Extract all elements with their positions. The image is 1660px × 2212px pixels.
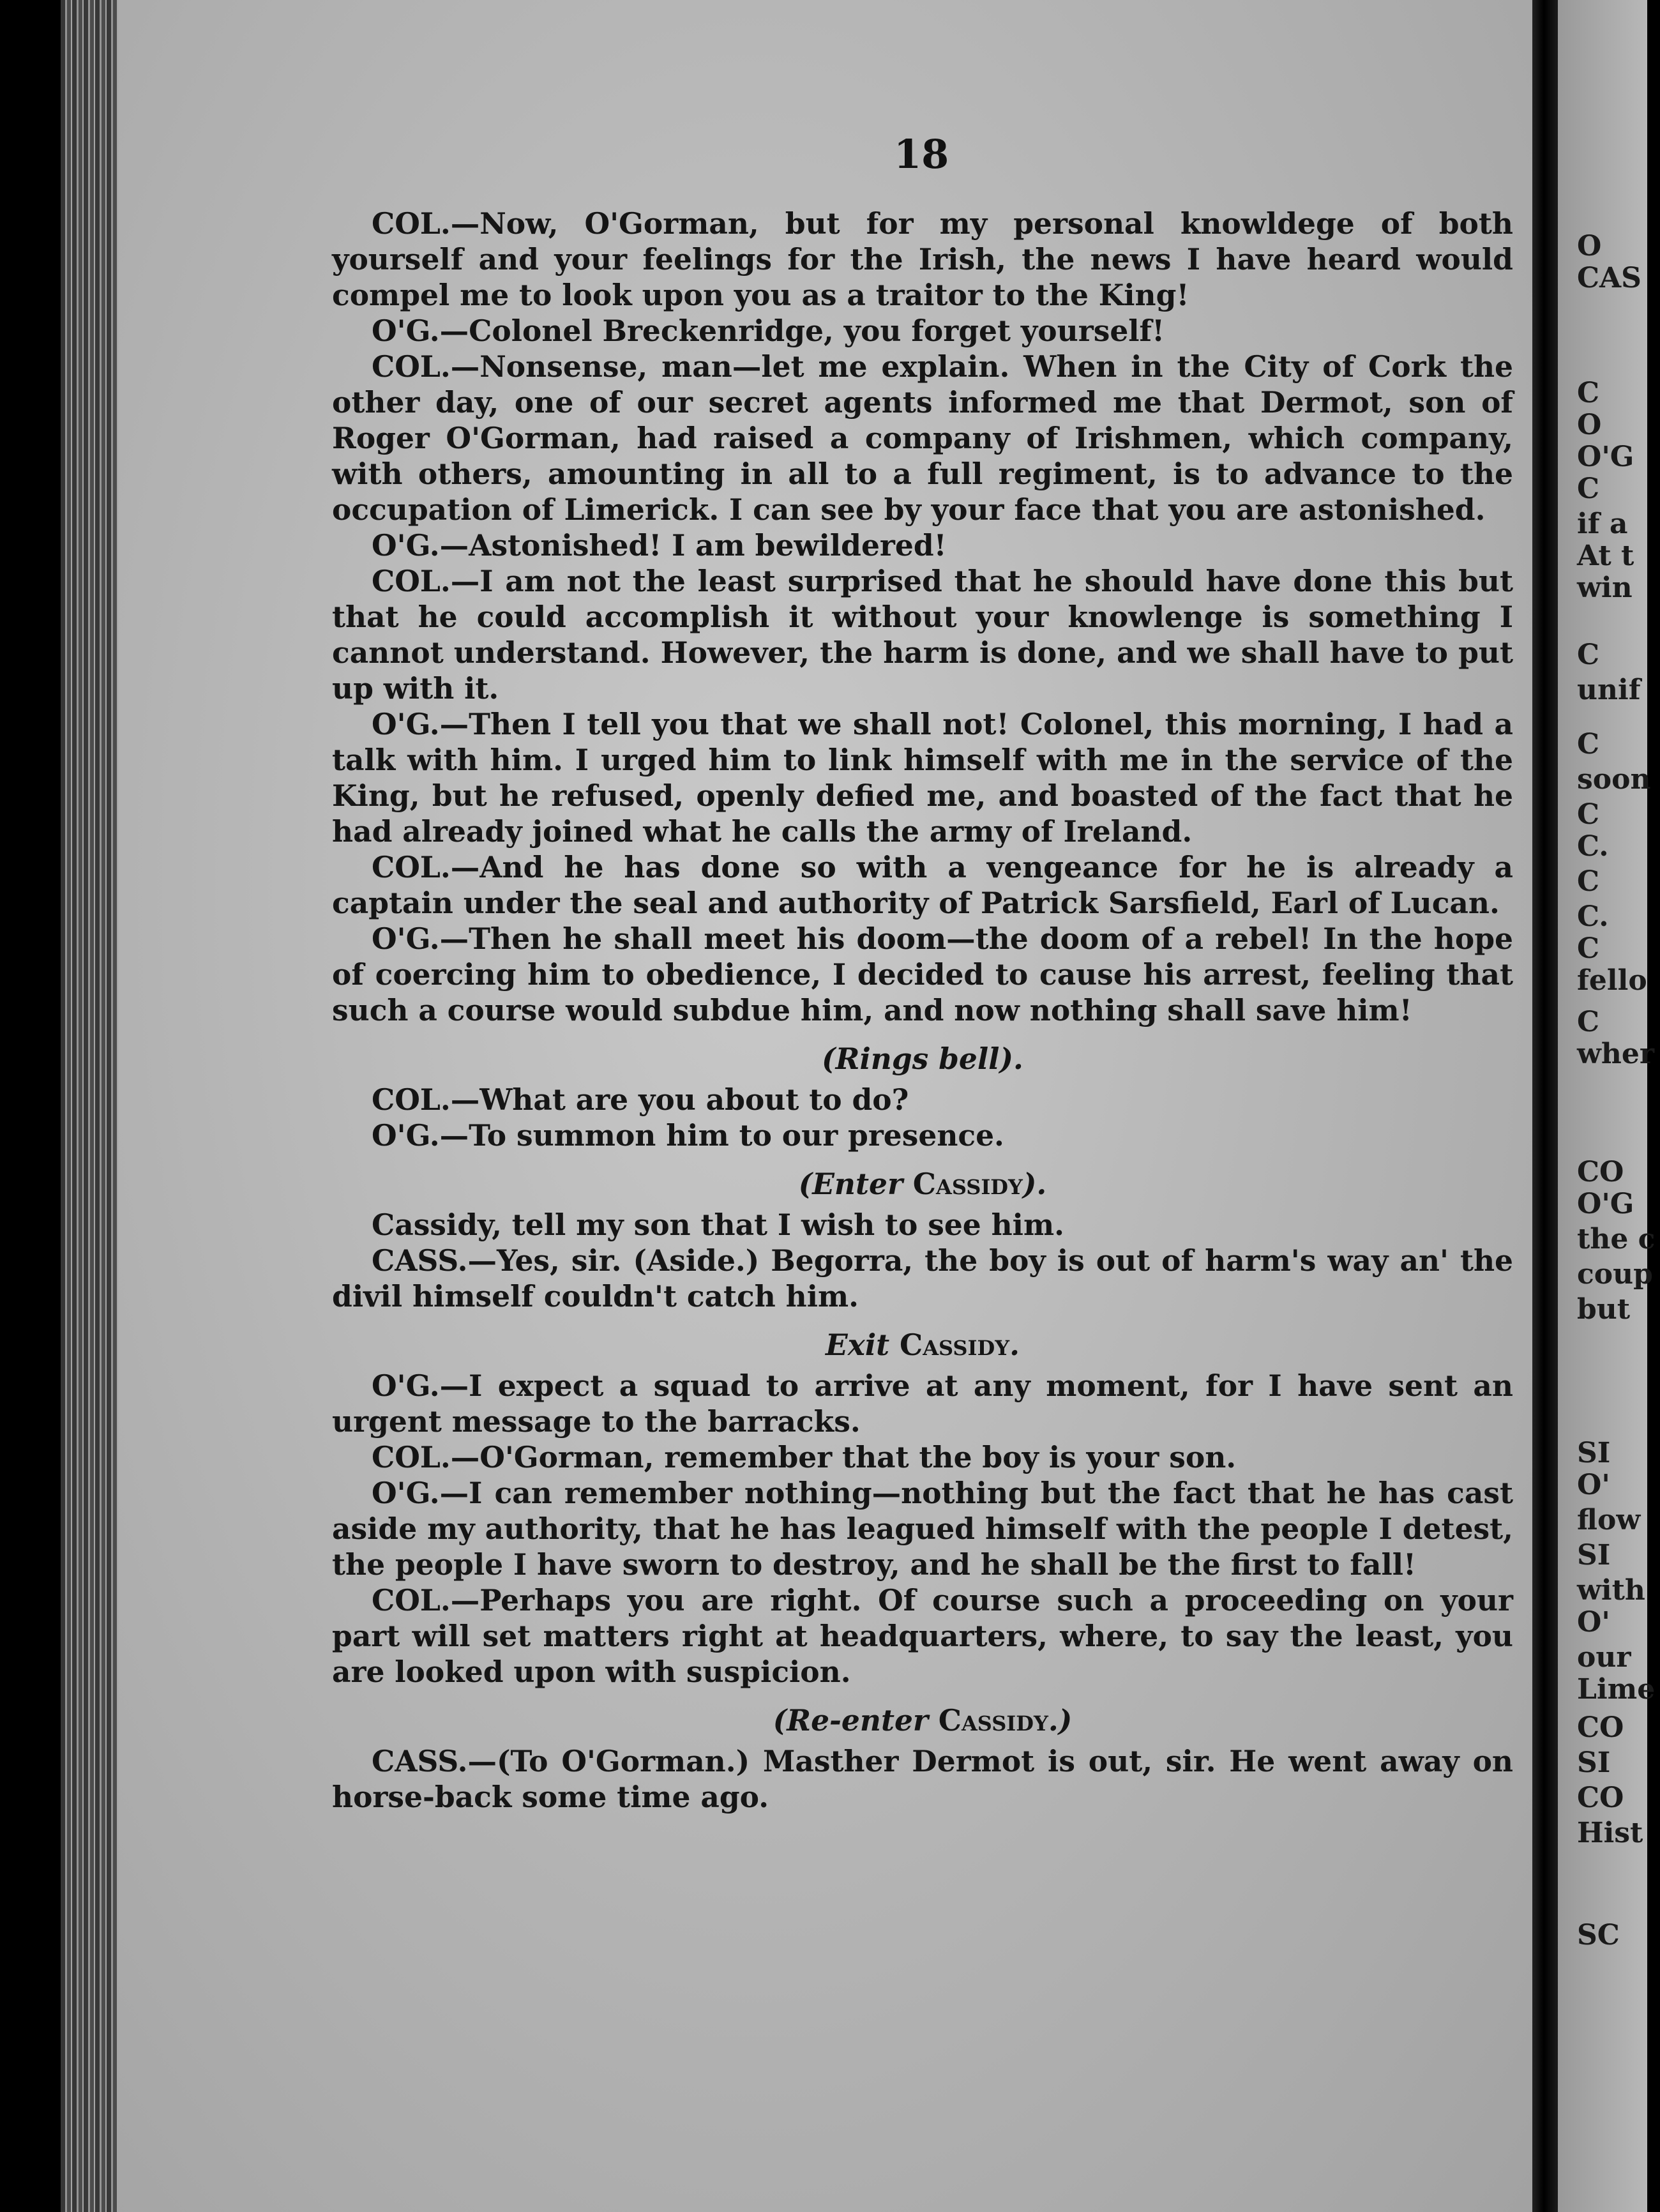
dialogue-line [332,1582,1513,1690]
stage-direction-italic: Exit [826,1328,890,1362]
dialogue-line [332,1117,1513,1153]
page-number: 18 [894,131,949,178]
dialogue-line [332,563,1513,706]
speaker-name: O'G. [372,314,440,348]
speaker-name: COL. [372,564,451,598]
speaker-name: COL. [372,850,451,884]
facing-page-fragment: O'G [1577,1188,1634,1220]
dialogue-text: —To summon him to our presence. [439,1118,1004,1153]
stage-direction [332,1041,1513,1077]
facing-page-fragment: C. [1577,830,1609,863]
speaker-name: COL. [372,1082,451,1117]
facing-page-fragment: At t [1577,540,1634,572]
page-stack-edges [61,0,124,2212]
dialogue-line [332,1368,1513,1439]
facing-page-fragment: if a [1577,508,1628,540]
speaker-name: COL. [372,349,451,384]
speaker-name: COL. [372,206,451,241]
dialogue-line [332,1082,1513,1117]
speaker-name: O'G. [372,1368,440,1403]
dialogue-line [332,1207,1513,1243]
facing-page-fragment: C [1577,798,1600,831]
facing-page-fragment: C [1577,473,1600,505]
stage-direction-close: . [1009,1328,1020,1362]
facing-page-fragment: C [1577,865,1600,898]
speaker-name: CASS. [372,1744,468,1778]
dialogue-text: —Nonsense, man—let me explain. When in the City of Cork the other day, one of our secret agents informed me that Dermot, son of Roger O'Gorman, had raised a company of Irishmen, which company, with others, amounting in all to a full regiment, is to advance to the occupation of Limerick. I can see by your face that you are astonished. [332,349,1513,527]
stage-direction-name: Cassidy [928,1703,1048,1738]
dialogue-line [332,1243,1513,1314]
stage-direction-name: Cassidy [902,1167,1023,1201]
facing-page-fragment: our [1577,1641,1631,1674]
stage-direction-close: ). [999,1042,1023,1076]
dialogue-text: —Then I tell you that we shall not! Colonel, this morning, I had a talk with him. I urged him to link himself with me in the service of the King, but he refused, openly defied me, and boasted of the fact that he had already joined what he calls the army of Ireland. [332,707,1513,849]
speaker-name: O'G. [372,921,440,956]
facing-page-fragment: soon [1577,763,1651,796]
facing-page-fragment: CO [1577,1711,1624,1744]
dialogue-text: —(To O'Gorman.) Masther Dermot is out, sir. He went away on horse-back some time ago. [332,1744,1513,1814]
dialogue-text: —And he has done so with a vengeance for he is already a captain under the seal and authority of Patrick Sarsfield, Earl of Lucan. [332,850,1513,920]
facing-page-fragment: coup [1577,1258,1653,1291]
dialogue-text: —I am not the least surprised that he should have done this but that he could accomplish it without your knowlenge is something I cannot understand. However, the harm is done, and we shall have to put up with it. [332,564,1513,706]
facing-page-fragment: O [1577,230,1602,262]
stage-direction [332,1327,1513,1363]
speaker-name: CASS. [372,1243,468,1278]
facing-page-fragment: but [1577,1293,1631,1326]
stage-direction [332,1166,1513,1202]
facing-page-fragment: C [1577,377,1600,409]
facing-page-fragment: O' [1577,1469,1610,1501]
stage-direction-name: Cassidy [889,1328,1010,1362]
dialogue-line [332,527,1513,563]
facing-page-fragment: O' [1577,1606,1610,1639]
stage-direction-open: ( [798,1167,813,1201]
dialogue-line [332,706,1513,849]
dialogue-text: —What are you about to do? [450,1082,909,1117]
dialogue-text: —I expect a squad to arrive at any moment, for I have sent an urgent message to the barracks. [332,1368,1513,1439]
facing-page-fragment: wher [1577,1038,1655,1070]
facing-page-fragment: SC [1577,1919,1620,1951]
dialogue-line [332,1743,1513,1815]
facing-page-fragment: SI [1577,1437,1611,1469]
facing-page-fragment: Lime [1577,1673,1656,1706]
facing-page-fragment: C [1577,639,1600,671]
dialogue-line [332,921,1513,1028]
facing-page-fragment: unif [1577,674,1641,706]
facing-page-fragment: flow [1577,1504,1641,1536]
speaker-name: O'G. [372,1476,440,1510]
stage-direction-italic: Enter [812,1167,903,1201]
dialogue-text: —Now, O'Gorman, but for my personal knowldege of both yourself and your feelings for the Irish, the news I have heard would compel me to look upon you as a traitor to the King! [332,206,1513,312]
stage-direction-close: .) [1048,1703,1073,1738]
facing-page-fragment: fello [1577,964,1647,997]
dialogue-text: —Colonel Breckenridge, you forget yourself! [439,314,1165,348]
dialogue-line [332,849,1513,921]
facing-page-fragment: O [1577,409,1602,441]
facing-page-fragment: the c [1577,1223,1656,1255]
facing-page-fragment: C. [1577,900,1609,933]
stage-direction-italic: Re-enter [787,1703,928,1738]
stage-direction-italic: Rings bell [835,1042,1000,1076]
speaker-name: COL. [372,1583,451,1617]
speaker-name: O'G. [372,528,440,563]
dialogue-line [332,1439,1513,1475]
play-text [332,206,1513,1815]
facing-page-edge [1558,0,1647,2212]
stage-direction-open: ( [822,1042,836,1076]
dialogue-text: —Astonished! I am bewildered! [439,528,947,563]
stage-direction-close: ). [1022,1167,1047,1201]
dialogue-line [332,1475,1513,1582]
dialogue-line [332,349,1513,527]
dialogue-line [332,313,1513,349]
facing-page-fragment: CO [1577,1156,1624,1188]
speaker-name: O'G. [372,1118,440,1153]
speaker-name: O'G. [372,707,440,741]
dialogue-text: Cassidy, tell my son that I wish to see him. [372,1208,1064,1242]
dialogue-line [332,206,1513,313]
facing-page-fragment: C [1577,728,1600,761]
dialogue-text: —O'Gorman, remember that the boy is your son. [450,1440,1237,1474]
facing-page-fragment: C [1577,932,1600,965]
stage-direction [332,1702,1513,1738]
book-gutter [1532,0,1558,2212]
stage-direction-open: ( [773,1703,787,1738]
facing-page-fragment: CO [1577,1782,1624,1814]
dialogue-text: —Then he shall meet his doom—the doom of a rebel! In the hope of coercing him to obedience, I decided to cause his arrest, feeling that such a course would subdue him, and now nothing shall save him! [332,921,1513,1027]
facing-page-fragment: Hist [1577,1817,1643,1849]
facing-page-fragment: O'G [1577,441,1634,473]
dialogue-text: —Yes, sir. (Aside.) Begorra, the boy is out of harm's way an' the divil himself couldn't catch him. [332,1243,1513,1314]
facing-page-fragment: SI [1577,1539,1611,1572]
facing-page-fragment: win [1577,572,1633,604]
dialogue-text: —I can remember nothing—nothing but the fact that he has cast aside my authority, that he has leagued himself with the people I detest, the people I have sworn to destroy, and he shall be the first to fall! [332,1476,1513,1582]
speaker-name: COL. [372,1440,451,1474]
facing-page-fragment: C [1577,1006,1600,1038]
dialogue-text: —Perhaps you are right. Of course such a proceeding on your part will set matters right at headquarters, where, to say the least, you are looked upon with suspicion. [332,1583,1513,1689]
facing-page-fragment: with [1577,1574,1645,1607]
facing-page-fragment: CAS [1577,262,1641,294]
facing-page-fragment: SI [1577,1746,1611,1779]
